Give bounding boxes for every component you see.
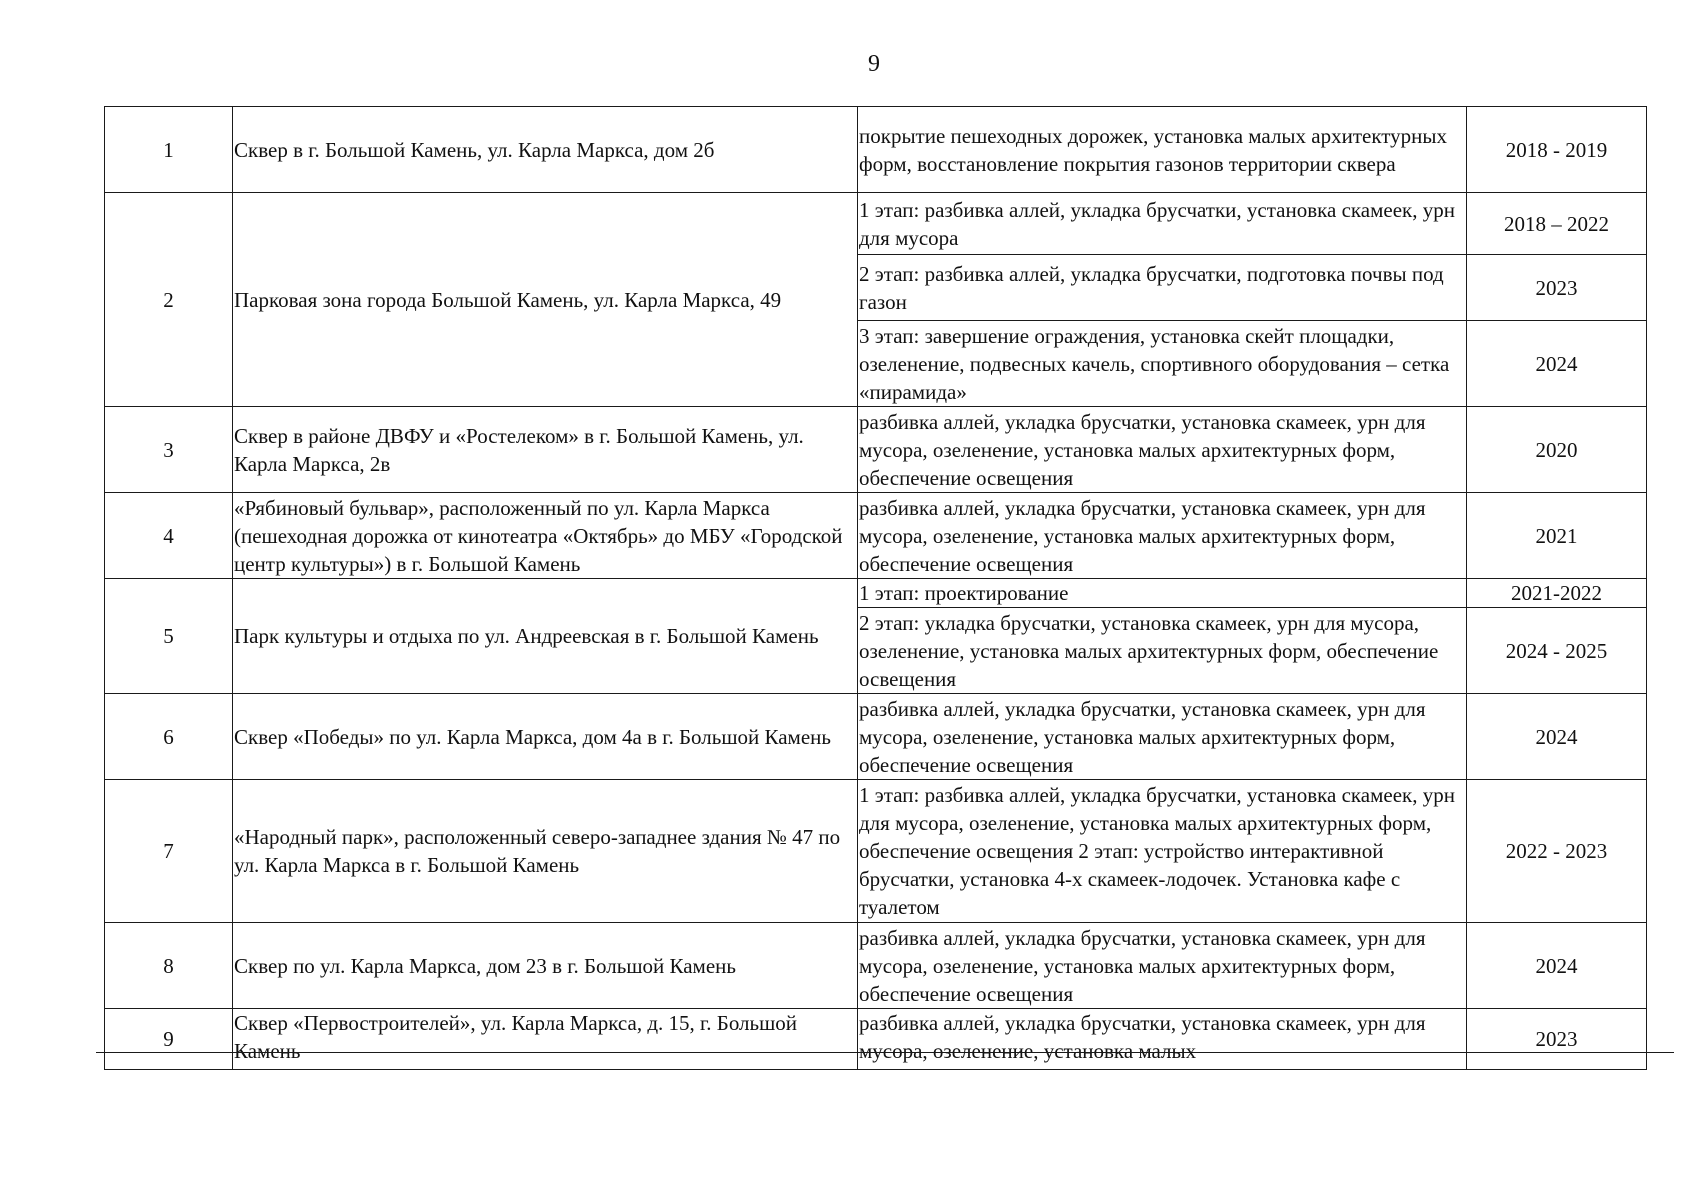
works-description: 1 этап: разбивка аллей, укладка брусчатки, установка скамеек, урн для мусора, озеленение, установка малых архитектурных форм, обеспечение освещения 2 этап: устройство интерактивной брусчатки, установка 4-х скамеек-лодочек. Установка кафе с туалетом (858, 780, 1467, 923)
table-row (105, 923, 1647, 1009)
period: 2018 - 2019 (1467, 107, 1647, 193)
row-number: 8 (105, 923, 233, 1009)
improvement-objects-table (104, 106, 1647, 1070)
works-description: разбивка аллей, укладка брусчатки, установка скамеек, урн для мусора, озеленение, установка малых (858, 1009, 1467, 1070)
period: 2024 (1467, 321, 1647, 407)
period: 2024 (1467, 694, 1647, 780)
works-description: 1 этап: разбивка аллей, укладка брусчатки, установка скамеек, урн для мусора (858, 193, 1467, 255)
table-row (105, 1009, 1647, 1070)
page-cut-line (96, 1052, 1674, 1053)
period: 2020 (1467, 407, 1647, 493)
period: 2018 – 2022 (1467, 193, 1647, 255)
row-number: 5 (105, 579, 233, 694)
period: 2021 (1467, 493, 1647, 579)
works-description: покрытие пешеходных дорожек, установка малых архитектурных форм, восстановление покрытия газонов территории сквера (858, 107, 1467, 193)
works-description: 1 этап: проектирование (858, 579, 1467, 608)
table-row (105, 694, 1647, 780)
row-number: 2 (105, 193, 233, 407)
period: 2023 (1467, 1009, 1647, 1070)
object-name: Сквер в г. Большой Камень, ул. Карла Маркса, дом 2б (233, 107, 858, 193)
object-name: «Рябиновый бульвар», расположенный по ул. Карла Маркса (пешеходная дорожка от кинотеатра «Октябрь» до МБУ «Городской центр культуры») в г. Большой Камень (233, 493, 858, 579)
page-number: 9 (868, 51, 880, 77)
table-row (105, 579, 1647, 608)
works-description: разбивка аллей, укладка брусчатки, установка скамеек, урн для мусора, озеленение, установка малых архитектурных форм, обеспечение освещения (858, 407, 1467, 493)
row-number: 6 (105, 694, 233, 780)
period: 2023 (1467, 255, 1647, 321)
period: 2024 - 2025 (1467, 608, 1647, 694)
table-row (105, 107, 1647, 193)
period: 2022 - 2023 (1467, 780, 1647, 923)
object-name: Парковая зона города Большой Камень, ул. Карла Маркса, 49 (233, 193, 858, 407)
period: 2021-2022 (1467, 579, 1647, 608)
works-description: 2 этап: укладка брусчатки, установка скамеек, урн для мусора, озеленение, установка малых архитектурных форм, обеспечение освещения (858, 608, 1467, 694)
table-row (105, 407, 1647, 493)
row-number: 4 (105, 493, 233, 579)
period: 2024 (1467, 923, 1647, 1009)
object-name: Сквер по ул. Карла Маркса, дом 23 в г. Большой Камень (233, 923, 858, 1009)
object-name: «Народный парк», расположенный северо-западнее здания № 47 по ул. Карла Маркса в г. Большой Камень (233, 780, 858, 923)
table-row (105, 493, 1647, 579)
object-name: Сквер «Первостроителей», ул. Карла Маркса, д. 15, г. Большой Камень (233, 1009, 858, 1070)
row-number: 3 (105, 407, 233, 493)
table-row (105, 780, 1647, 923)
works-description: 3 этап: завершение ограждения, установка скейт площадки, озеленение, подвесных качель, спортивного оборудования – сетка «пирамида» (858, 321, 1467, 407)
object-name: Сквер в районе ДВФУ и «Ростелеком» в г. Большой Камень, ул. Карла Маркса, 2в (233, 407, 858, 493)
works-description: 2 этап: разбивка аллей, укладка брусчатки, подготовка почвы под газон (858, 255, 1467, 321)
works-description: разбивка аллей, укладка брусчатки, установка скамеек, урн для мусора, озеленение, установка малых архитектурных форм, обеспечение освещения (858, 493, 1467, 579)
works-description: разбивка аллей, укладка брусчатки, установка скамеек, урн для мусора, озеленение, установка малых архитектурных форм, обеспечение освещения (858, 923, 1467, 1009)
row-number: 1 (105, 107, 233, 193)
object-name: Парк культуры и отдыха по ул. Андреевская в г. Большой Камень (233, 579, 858, 694)
works-description: разбивка аллей, укладка брусчатки, установка скамеек, урн для мусора, озеленение, установка малых архитектурных форм, обеспечение освещения (858, 694, 1467, 780)
object-name: Сквер «Победы» по ул. Карла Маркса, дом 4а в г. Большой Камень (233, 694, 858, 780)
row-number: 9 (105, 1009, 233, 1070)
table-row (105, 193, 1647, 255)
row-number: 7 (105, 780, 233, 923)
